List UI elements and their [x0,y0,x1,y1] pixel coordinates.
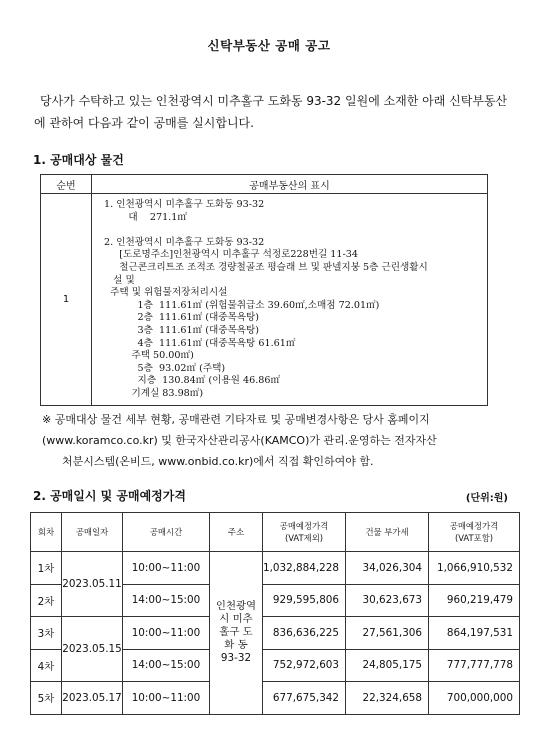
price-excl-cell: 1,032,884,228 [263,552,346,585]
time-cell: 14:00~15:00 [123,584,210,617]
price-excl-cell: 752,972,603 [263,649,346,682]
price-excl-cell: 677,675,342 [263,682,346,715]
property-line: 설 및 [104,274,135,286]
property-line: 1. 인천광역시 미추홀구 도화동 93-32 [104,199,265,210]
round-cell: 3차 [31,617,62,650]
intro-paragraph: 당사가 수탁하고 있는 인천광역시 미추홀구 도화동 93-32 일원에 소재한 아래 신탁부동산에 관하여 다음과 같이 공매를 실시합니다. [34,94,508,130]
property-line [104,224,479,237]
address-line: 화 동 [224,639,248,652]
price-incl-cell: 700,000,000 [429,682,520,715]
property-line: 5층 93.02㎡ (주택) [104,362,226,374]
notice-line: 처분시스템(온비드, www.onbid.co.kr)에서 직접 확인하여야 함. [62,455,374,468]
property-line: 지층 130.84㎡ (이용원 46.86㎡ [104,375,281,387]
property-line: 2층 111.61㎡ (대중목욕탕) [104,312,260,324]
price-incl-cell: 1,066,910,532 [429,552,520,585]
property-line: [도로명주소]인천광역시 미추홀구 석정로228번길 11-34 [104,249,358,261]
price-excl-cell: 836,636,225 [263,617,346,650]
unit-label: (단위:원) [465,493,508,504]
address-line: 인천광역 [215,600,257,613]
property-description [92,194,488,406]
col-header-date: 공매일자 [62,513,123,552]
col-header-round: 회차 [31,513,62,552]
section-2-heading: 2. 공매일시 및 공매예정가격 [33,489,186,503]
col-header-price-incl [429,513,520,552]
header-line: (VAT제외) [284,533,324,543]
schedule-row [31,552,520,585]
property-line: 4층 111.61㎡ (대중목욕탕 61.61㎡ [104,337,296,349]
price-excl-cell: 929,595,806 [263,584,346,617]
time-cell: 10:00~11:00 [123,617,210,650]
round-cell: 4차 [31,649,62,682]
date-cell: 2023.05.17 [62,682,123,715]
vat-cell: 34,026,304 [346,552,429,585]
property-table-header [41,175,488,194]
col-header-no: 순번 [41,175,92,194]
time-cell: 10:00~11:00 [123,552,210,585]
property-row [41,194,488,406]
price-incl-cell: 960,219,479 [429,584,520,617]
property-line: 1층 111.61㎡ (위험물취급소 39.60㎡,소매점 72.01㎡) [104,299,380,311]
property-line: 대 271.1㎡ [104,211,187,223]
col-header-time: 공매시간 [123,513,210,552]
address-line: 홀구 도 [219,626,253,639]
property-line: 철근콘크리트조 조적조 경량철골조 평슬래 브 및 판넬지붕 5층 근린생활시 [104,261,428,273]
schedule-header-row [31,513,520,552]
property-line: 2. 인천광역시 미추홀구 도화동 93-32 [104,236,265,248]
notice-text [42,409,514,472]
property-line: 기계실 83.98㎡) [104,387,204,399]
round-cell: 1차 [31,552,62,585]
round-cell: 2차 [31,584,62,617]
property-table [40,174,488,406]
address-line: 시 미추 [219,613,253,626]
time-cell: 14:00~15:00 [123,649,210,682]
vat-cell: 24,805,175 [346,649,429,682]
vat-cell: 30,623,673 [346,584,429,617]
schedule-row [31,617,520,650]
col-header-description: 공매부동산의 표시 [92,175,488,194]
schedule-row [31,682,520,715]
price-incl-cell: 864,197,531 [429,617,520,650]
auction-schedule-table [30,512,520,715]
section-1-heading: 1. 공매대상 물건 [33,153,124,167]
date-cell: 2023.05.15 [62,617,123,682]
date-cell: 2023.05.11 [62,552,123,617]
vat-cell: 22,324,658 [346,682,429,715]
notice-line: ※ 공매대상 물건 세부 현황, 공매관련 기타자료 및 공매변경사항은 당사 홈페이지 [42,413,430,426]
round-cell: 5차 [31,682,62,715]
address-line: 93-32 [220,652,252,665]
header-line: 공매예정가격 [279,521,329,531]
header-line: (VAT포함) [454,533,494,543]
property-line: 3층 111.61㎡ (대중목욕탕) [104,324,260,336]
property-line: 주택 및 위험물저장처리시설 [104,287,228,299]
header-line: 공매예정가격 [449,521,499,531]
row-number: 1 [41,194,92,406]
col-header-price-excl [263,513,346,552]
page-title: 신탁부동산 공매 공고 [207,38,331,53]
col-header-address: 주소 [210,513,263,552]
col-header-vat: 건물 부가세 [346,513,429,552]
price-incl-cell: 777,777,778 [429,649,520,682]
notice-line: (www.koramco.co.kr) 및 한국자산관리공사(KAMCO)가 관리.운영하는 전자자산 [42,434,437,447]
time-cell: 10:00~11:00 [123,682,210,715]
property-line: 주택 50.00㎡) [104,350,194,362]
address-cell [210,552,263,715]
vat-cell: 27,561,306 [346,617,429,650]
